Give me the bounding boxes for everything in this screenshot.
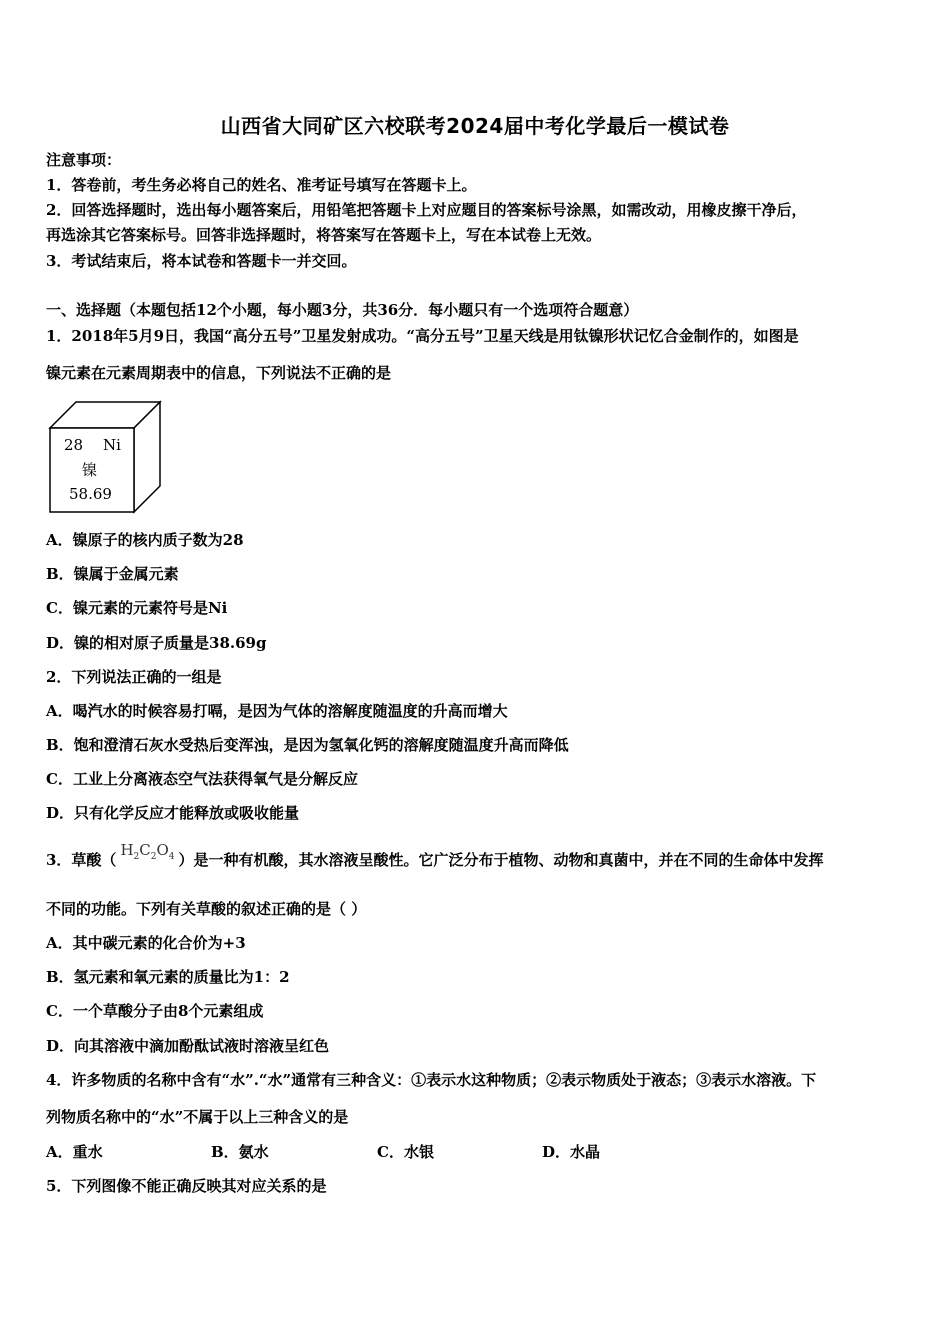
section-heading: 一、选择题（本题包括12个小题，每小题3分，共36分．每小题只有一个选项符合题意）	[46, 301, 639, 319]
option-a: A．其中碳元素的化合价为+3	[46, 934, 246, 952]
question-3-stem	[46, 841, 824, 877]
periodic-table-cell	[46, 398, 164, 514]
stem-suffix: ）是一种有机酸，其水溶液呈酸性。它广泛分布于植物、动物和真菌中，并在不同的生命体中发挥	[178, 851, 824, 869]
notice-item: 1．答卷前，考生务必将自己的姓名、准考证号填写在答题卡上。	[46, 176, 477, 194]
option-a: A．喝汽水的时候容易打嗝，是因为气体的溶解度随温度的升高而增大	[46, 702, 508, 720]
question-5-stem: 5．下列图像不能正确反映其对应关系的是	[46, 1177, 327, 1195]
option-d: D．镍的相对原子质量是38.69g	[46, 634, 267, 652]
question-1-stem-cont: 镍元素在元素周期表中的信息，下列说法不正确的是	[46, 364, 392, 382]
option-b: B．氢元素和氧元素的质量比为1：2	[46, 968, 290, 986]
notice-heading: 注意事项：	[46, 151, 122, 169]
notice-item: 3．考试结束后，将本试卷和答题卡一并交回。	[46, 252, 357, 270]
element-symbol: Ni	[103, 436, 121, 454]
option-d: D．水晶	[542, 1143, 601, 1161]
option-c: C．工业上分离液态空气法获得氧气是分解反应	[46, 770, 358, 788]
element-name: 镍	[82, 461, 98, 479]
option-c: C．一个草酸分子由8个元素组成	[46, 1002, 264, 1020]
oxalic-acid-formula: $H_2C_2O_4$	[120, 841, 175, 862]
option-b: B．镍属于金属元素	[46, 565, 179, 583]
option-a: A．重水	[46, 1143, 103, 1161]
option-b: B．氨水	[211, 1143, 269, 1161]
option-d: D．只有化学反应才能释放或吸收能量	[46, 804, 300, 822]
question-3-stem-cont: 不同的功能。下列有关草酸的叙述正确的是（ ）	[46, 900, 367, 918]
question-4-stem-cont: 列物质名称中的“水”不属于以上三种含义的是	[46, 1108, 349, 1126]
stem-prefix: 3．草酸（	[46, 851, 117, 869]
question-2-stem: 2．下列说法正确的一组是	[46, 668, 222, 686]
page-title: 山西省大同矿区六校联考2024届中考化学最后一模试卷	[220, 114, 730, 138]
option-a: A．镍原子的核内质子数为28	[46, 531, 244, 549]
option-b: B．饱和澄清石灰水受热后变浑浊，是因为氢氧化钙的溶解度随温度升高而降低	[46, 736, 569, 754]
atomic-mass: 58.69	[69, 485, 112, 503]
question-4-stem: 4．许多物质的名称中含有“水”.“水”通常有三种含义：①表示水这种物质；②表示物质处于液态；③表示水溶液。下	[46, 1071, 817, 1089]
option-c: C．镍元素的元素符号是Ni	[46, 599, 228, 617]
question-1-stem: 1．2018年5月9日，我国“高分五号”卫星发射成功。“高分五号”卫星天线是用钛镍形状记忆合金制作的，如图是	[46, 327, 799, 345]
option-c: C．水银	[377, 1143, 434, 1161]
notice-item: 2．回答选择题时，选出每小题答案后，用铅笔把答题卡上对应题目的答案标号涂黑，如需改动，用橡皮擦干净后，	[46, 201, 807, 219]
option-d: D．向其溶液中滴加酚酞试液时溶液呈红色	[46, 1037, 330, 1055]
notice-item: 再选涂其它答案标号。回答非选择题时，将答案写在答题卡上，写在本试卷上无效。	[46, 226, 602, 244]
atomic-number: 28	[64, 436, 84, 454]
